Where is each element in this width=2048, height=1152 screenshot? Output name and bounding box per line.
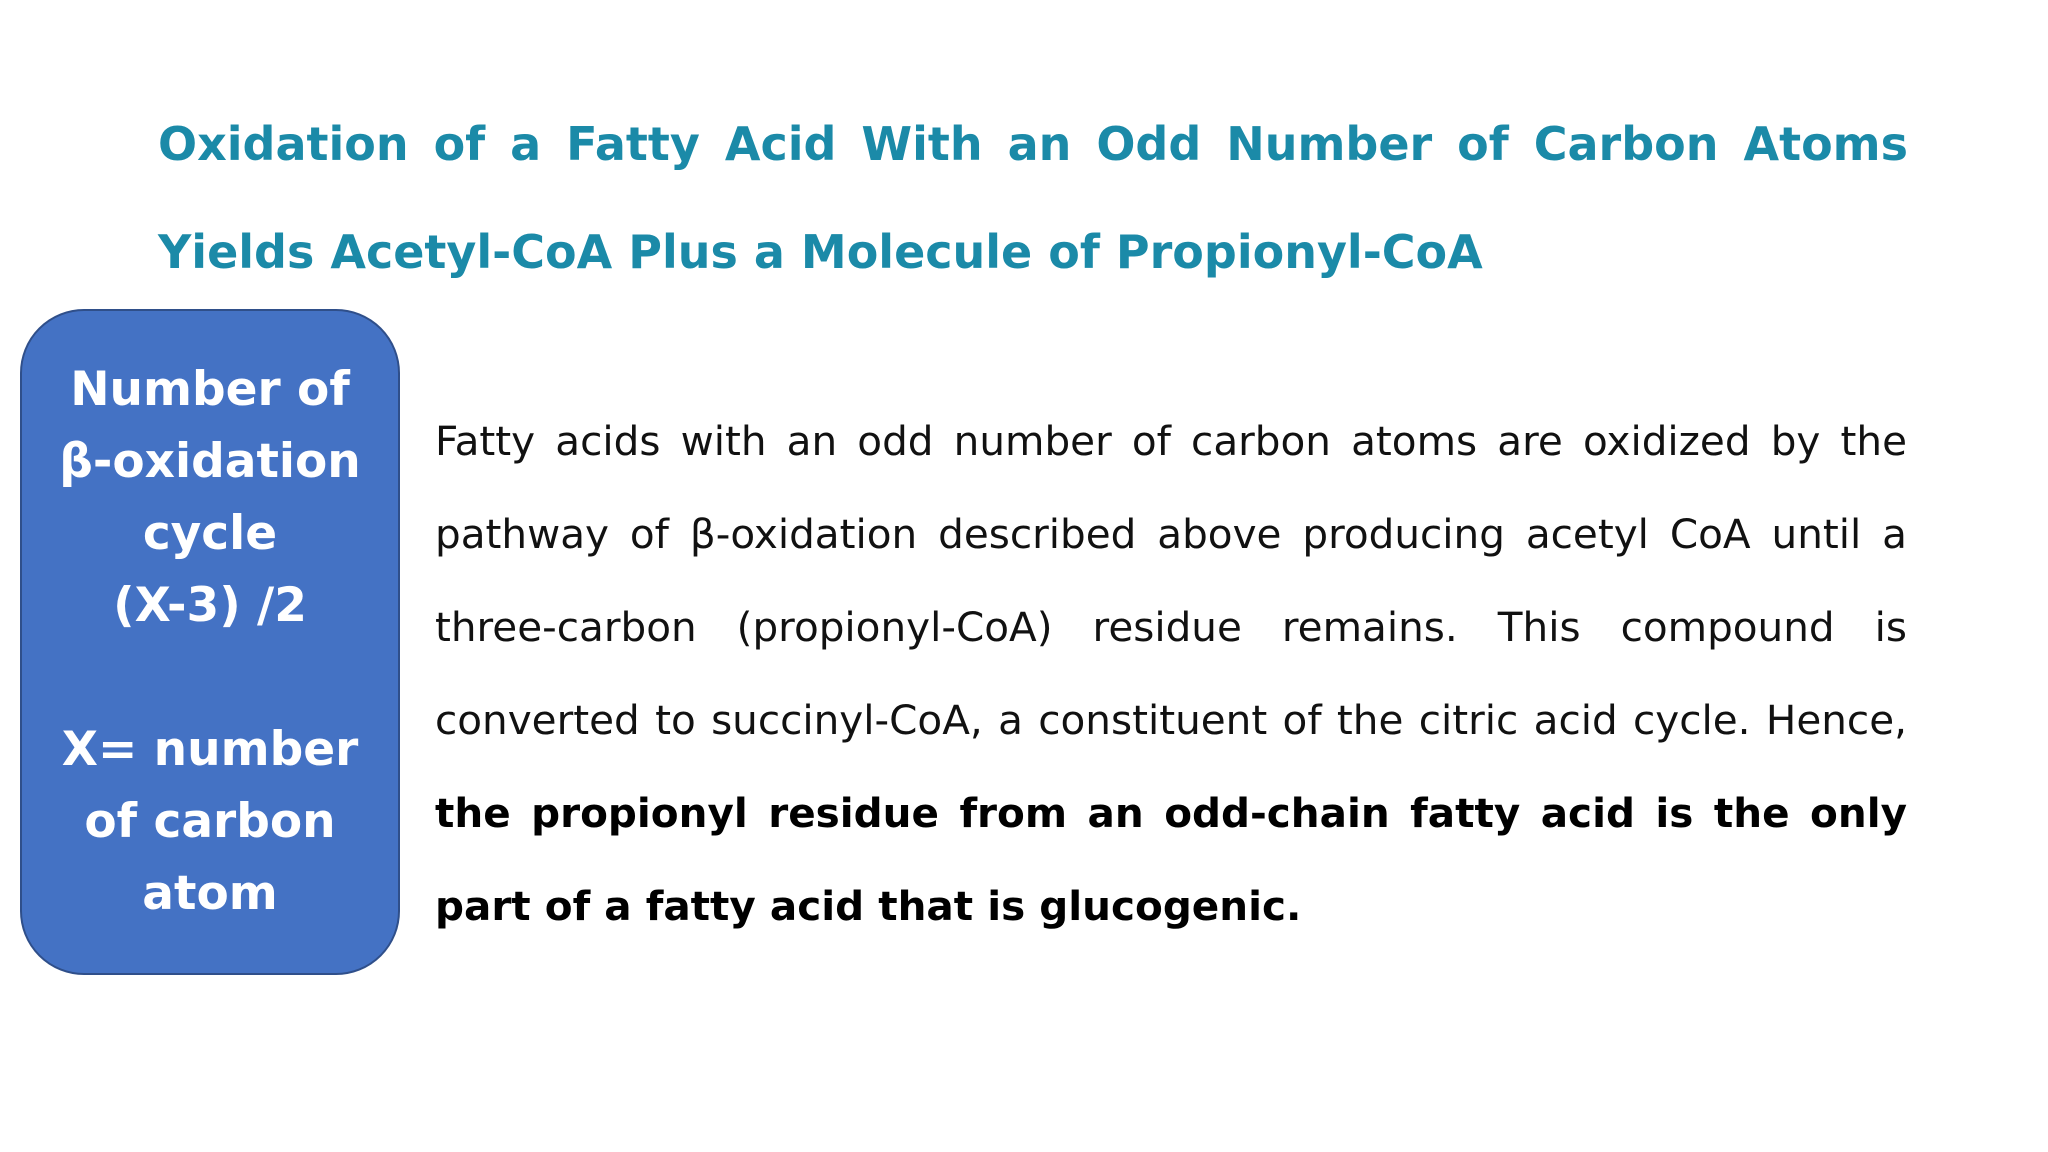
slide-title bbox=[158, 90, 1908, 306]
formula-box-line-1: Number of bbox=[70, 362, 350, 417]
slide-title-line-1: Oxidation of a Fatty Acid With an Odd Number of Carbon Atoms bbox=[158, 117, 1908, 171]
formula-box-line-7: atom bbox=[142, 866, 278, 921]
formula-box bbox=[20, 309, 400, 975]
formula-box-line-2: β-oxidation bbox=[59, 434, 361, 489]
body-paragraph-text: Fatty acids with an odd number of carbon atoms are oxidized by the pathway of β-oxidation described above producing acetyl CoA until a three-carbon (propionyl-CoA) residue remains. This compound is converted to succinyl-CoA, a constituent of the citric acid cycle. Hence, bbox=[435, 417, 1907, 744]
body-paragraph-bold-text: the propionyl residue from an odd-chain fatty acid is the only part of a fatty acid that is glucogenic. bbox=[435, 789, 1907, 930]
formula-box-formula: (X-3) /2 bbox=[113, 578, 307, 633]
body-paragraph bbox=[435, 395, 1907, 953]
formula-box-line-6: of carbon bbox=[84, 794, 336, 849]
formula-box-line-5: X= number bbox=[61, 722, 359, 777]
formula-box-line-3: cycle bbox=[142, 506, 278, 561]
slide-title-line-2: Yields Acetyl-CoA Plus a Molecule of Propionyl-CoA bbox=[158, 225, 1483, 279]
